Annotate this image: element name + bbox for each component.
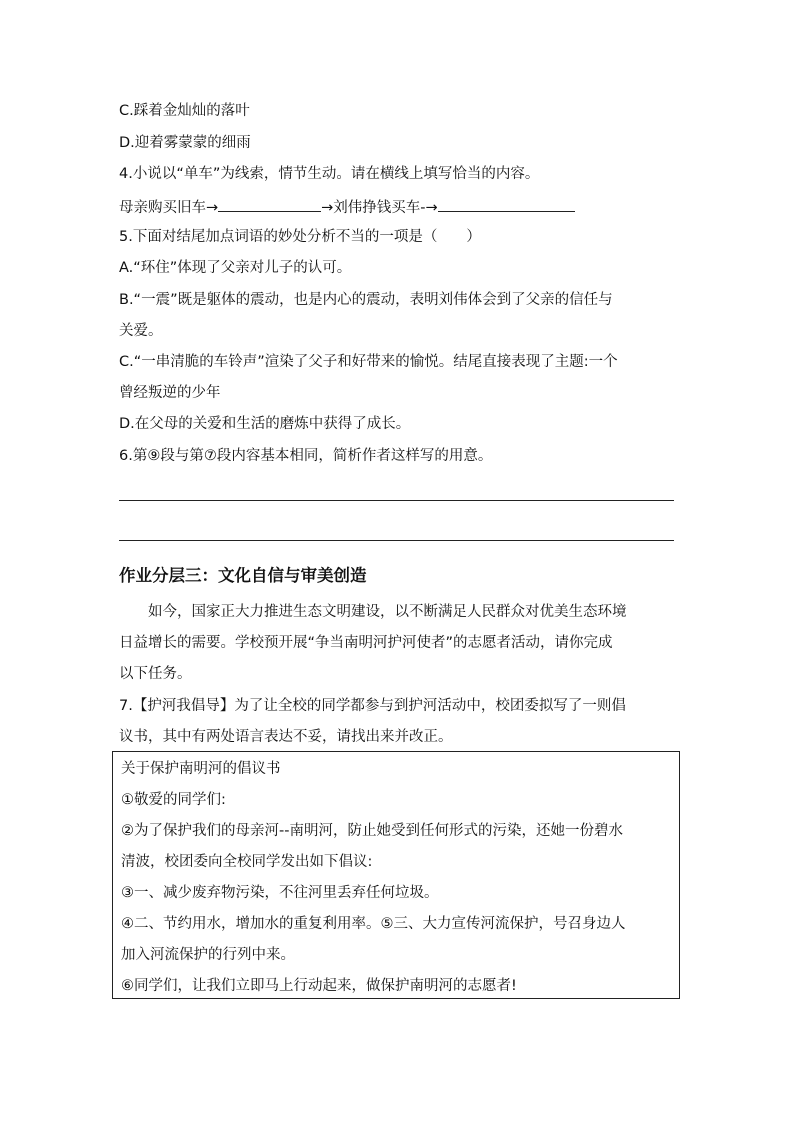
- proposal-sentence-6: ⑥同学们，让我们立即马上行动起来，做保护南明河的志愿者!: [121, 978, 517, 994]
- q5-option-c-line1: C.“一串清脆的车铃声”渲染了父子和好带来的愉悦。结尾直接表现了主题:一个: [119, 354, 618, 370]
- q5-option-d: D.在父母的关爱和生活的磨炼中获得了成长。: [119, 416, 411, 432]
- q5-option-b-line1: B.“一震”既是躯体的震动，也是内心的震动，表明刘伟体会到了父亲的信任与: [119, 292, 613, 308]
- intro-line-2: 日益增长的需要。学校预开展“争当南明河护河使者”的志愿者活动，请你完成: [119, 635, 613, 651]
- question-4-blanks: [119, 196, 575, 218]
- answer-line-1[interactable]: [119, 500, 674, 501]
- proposal-title: 关于保护南明河的倡议书: [121, 761, 281, 777]
- answer-blank-2[interactable]: [438, 196, 575, 212]
- proposal-sentence-2b: 清波，校团委向全校同学发出如下倡议:: [121, 854, 373, 870]
- proposal-sentence-4a: ④二、节约用水，增加水的重复利用率。⑤三、大力宣传河流保护，号召身边人: [121, 916, 626, 932]
- answer-line-2[interactable]: [119, 540, 674, 541]
- option-c: C.踩着金灿灿的落叶: [119, 103, 250, 119]
- proposal-sentence-3: ③一、减少废弃物污染，不往河里丢弃任何垃圾。: [121, 885, 439, 901]
- proposal-box: [112, 751, 680, 999]
- q4-part-1: 母亲购买旧车→: [119, 200, 219, 216]
- intro-line-1: 如今，国家正大力推进生态文明建设，以不断满足人民群众对优美生态环境: [148, 604, 627, 620]
- q5-option-a: A.“环住”体现了父亲对儿子的认可。: [119, 260, 352, 276]
- proposal-sentence-2a: ②为了保护我们的母亲河--南明河，防止她受到任何形式的污染，还她一份碧水: [121, 823, 623, 839]
- proposal-sentence-1: ①敬爱的同学们:: [121, 792, 226, 808]
- intro-line-3: 以下任务。: [119, 666, 192, 682]
- proposal-sentence-4b: 加入河流保护的行列中来。: [121, 947, 295, 963]
- q5-option-c-line2: 曾经叛逆的少年: [119, 385, 221, 401]
- option-d: D.迎着雾蒙蒙的细雨: [119, 135, 251, 151]
- q4-part-2: →刘伟挣钱买车-→: [321, 200, 438, 216]
- question-7-line2: 议书，其中有两处语言表达不妥，请找出来并改正。: [119, 729, 453, 745]
- answer-blank-1[interactable]: [218, 196, 321, 212]
- question-5: 5.下面对结尾加点词语的妙处分析不当的一项是（ ）: [119, 229, 481, 245]
- question-4: 4.小说以“单车”为线索，情节生动。请在横线上填写恰当的内容。: [119, 166, 540, 182]
- section-heading: 作业分层三：文化自信与审美创造: [119, 566, 367, 585]
- q5-option-b-line2: 关爱。: [119, 323, 163, 339]
- question-6: 6.第⑨段与第⑦段内容基本相同，简析作者这样写的用意。: [119, 448, 493, 464]
- question-7-line1: 7.【护河我倡导】为了让全校的同学都参与到护河活动中，校团委拟写了一则倡: [119, 698, 626, 714]
